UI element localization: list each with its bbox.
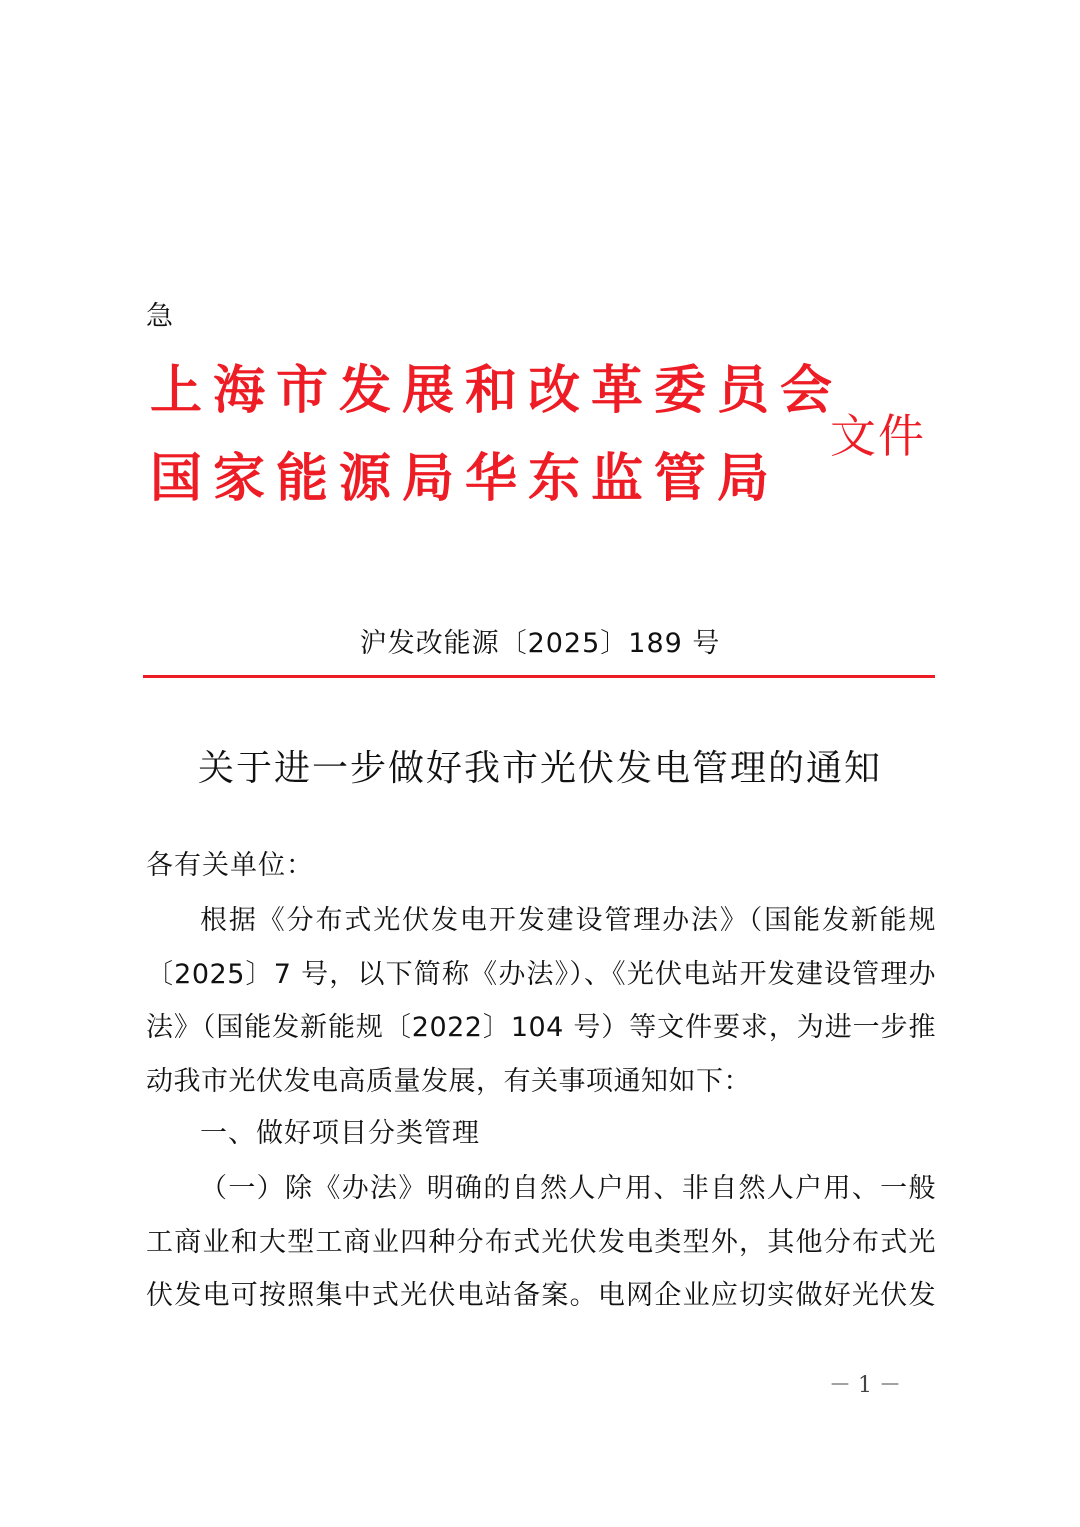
red-divider bbox=[143, 675, 935, 678]
section-heading-1: 一、做好项目分类管理 bbox=[200, 1118, 480, 1149]
urgency-label: 急 bbox=[146, 301, 173, 332]
paragraph-2: （一）除《办法》明确的自然人户用、非自然人户用、一般工商业和大型工商业四种分布式光伏发电类型外，其他分布式光伏发电可按照集中式光伏电站备案。电网企业应切实做好光伏发 bbox=[146, 1173, 936, 1311]
document-number: 沪发改能源〔2025〕189 号 bbox=[359, 628, 721, 659]
document-suffix: 文件 bbox=[830, 409, 926, 463]
issuer-name-1: 上海市发展和改革委员会 bbox=[150, 361, 844, 421]
addressee: 各有关单位： bbox=[146, 850, 314, 881]
page-number: － 1 － bbox=[829, 1373, 901, 1398]
document-title: 关于进一步做好我市光伏发电管理的通知 bbox=[197, 748, 882, 789]
issuer-header bbox=[150, 358, 930, 518]
paragraph-1: 根据《分布式光伏发电开发建设管理办法》（国能发新能规〔2025〕7 号，以下简称《办法》）、《光伏电站开发建设管理办法》（国能发新能规〔2022〕104 号）等文件要求，为进一步推动我市光伏发电高质量发展，有关事项通知如下： bbox=[146, 905, 936, 1097]
issuer-name-2: 国家能源局华东监管局 bbox=[150, 449, 781, 509]
